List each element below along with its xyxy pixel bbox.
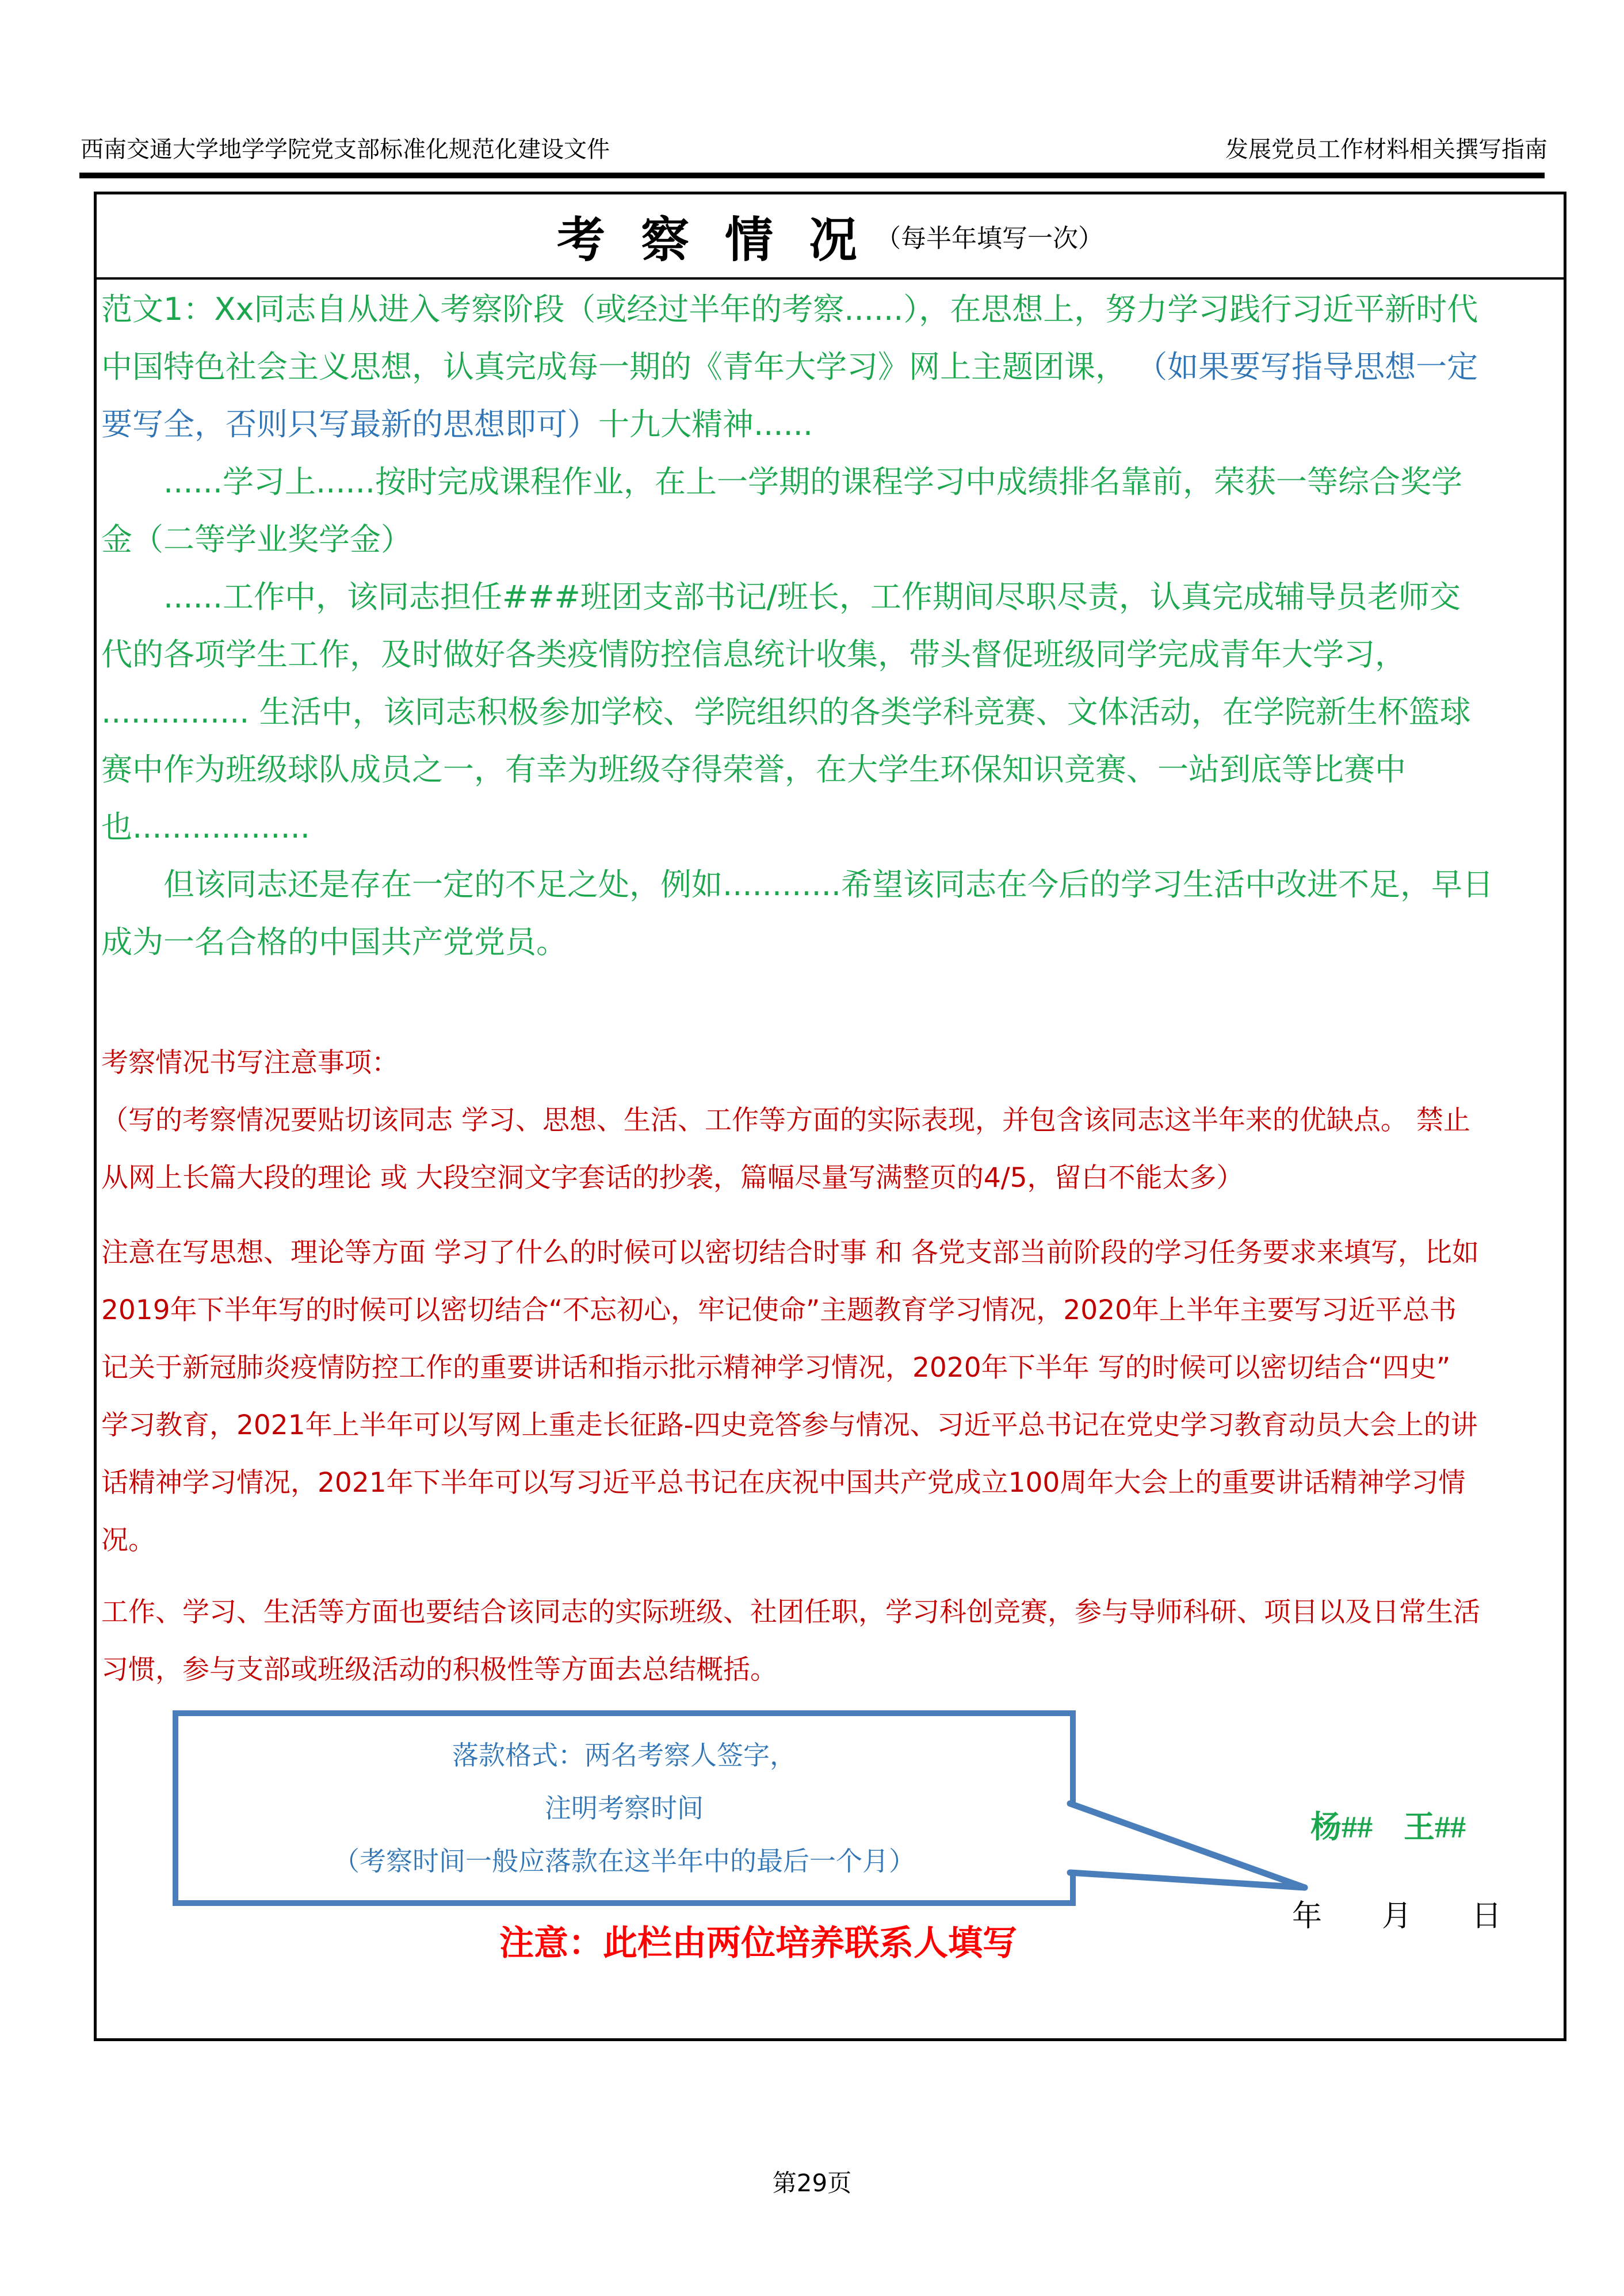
notes-block-2 (101, 1224, 1560, 1569)
text-line: 注意在写思想、理论等方面 学习了什么的时候可以密切结合时事 和 各党支部当前阶段的学习任务要求来填写，比如 (101, 1237, 1479, 1269)
text-segment: ......学习上......按时完成课程作业，在上一学期的课程学习中成绩排名靠前，荣获一等综合奖学 (101, 464, 1462, 500)
text-line (101, 626, 1560, 683)
text-line (101, 799, 1560, 856)
form-title-note: （每半年填写一次） (876, 224, 1103, 253)
text-segment: ............... 生活中，该同志积极参加学校、学院组织的各类学科竞赛、文体活动，在学院新生杯篮球 (101, 694, 1471, 730)
text-line (101, 914, 1560, 971)
text-line: 从网上长篇大段的理论 或 大段空洞文字套话的抄袭，篇幅尽量写满整页的4/5，留白不能太多） (101, 1162, 1244, 1194)
header-left-text: 西南交通大学地学学院党支部标准化规范化建设文件 (81, 136, 610, 162)
text-line (101, 683, 1560, 741)
inspection-form-box (94, 192, 1566, 2041)
text-line (101, 453, 1560, 511)
text-line (101, 856, 1560, 914)
text-line (101, 396, 1560, 453)
header-rule (79, 173, 1545, 178)
text-line (101, 568, 1560, 626)
text-line: （考察时间一般应落款在这半年中的最后一个月） (333, 1846, 915, 1877)
text-line: 习惯，参与支部或班级活动的积极性等方面去总结概括。 (101, 1654, 777, 1686)
text-segment: 代的各项学生工作，及时做好各类疫情防控信息统计收集，带头督促班级同学完成青年大学习， (101, 636, 1406, 673)
text-line: 工作、学习、生活等方面也要结合该同志的实际班级、社团任职，学习科创竞赛，参与导师科研、项目以及日常生活 (101, 1596, 1480, 1628)
text-segment: 范文1：Xx同志自从进入考察阶段（或经过半年的考察......），在思想上，努力学习践行习近平新时代 (101, 291, 1478, 327)
page-header (81, 131, 1547, 164)
text-line (101, 281, 1560, 338)
text-segment: 但该同志还是存在一定的不足之处，例如............希望该同志在今后的学习生活中改进不足，早日 (101, 866, 1493, 903)
text-line: （写的考察情况要贴切该同志 学习、思想、生活、工作等方面的实际表现，并包含该同志这半年来的优缺点。 禁止 (101, 1105, 1470, 1136)
signature-date-line: 年 月 日 (1292, 1900, 1502, 1933)
text-line: 话精神学习情况，2021年下半年可以写习近平总书记在庆祝中国共产党成立100周年大会上的重要讲话精神学习情 (101, 1467, 1466, 1499)
signature-names: 杨## 王## (1310, 1810, 1466, 1844)
text-line (101, 741, 1560, 799)
text-line (101, 511, 1560, 568)
text-line: 学习教育，2021年上半年可以写网上重走长征路-四史竞答参与情况、习近平总书记在党史学习教育动员大会上的讲 (101, 1409, 1478, 1441)
notes-block-3 (101, 1584, 1560, 1699)
form-title-row (97, 194, 1564, 280)
text-line: 2019年下半年写的时候可以密切结合“不忘初心，牢记使命”主题教育学习情况，2020年上半年主要写习近平总书 (101, 1294, 1457, 1326)
text-line: 记关于新冠肺炎疫情防控工作的重要讲话和指示批示精神学习情况，2020年下半年 写的时候可以密切结合“四史” (101, 1352, 1451, 1384)
fill-note: 注意：此栏由两位培养联系人填写 (499, 1924, 1017, 1962)
text-segment: 中国特色社会主义思想，认真完成每一期的《青年大学习》网上主题团课， (101, 349, 1137, 385)
form-title: 考察情况 (556, 213, 893, 268)
sample-text-block (101, 281, 1560, 971)
text-segment: 成为一名合格的中国共产党党员。 (101, 924, 567, 960)
text-line: 考察情况书写注意事项： (101, 1047, 399, 1079)
signature-format-callout (173, 1710, 1076, 1906)
text-line: 落款格式：两名考察人签字， (452, 1740, 796, 1771)
text-segment: 要写全，否则只写最新的思想即可） (101, 406, 598, 442)
text-segment: （如果要写指导思想一定 (1136, 349, 1478, 385)
header-right-text: 发展党员工作材料相关撰写指南 (1225, 136, 1547, 162)
page-number: 第29页 (772, 2169, 852, 2197)
text-line: 注明考察时间 (545, 1793, 704, 1824)
notes-block-1 (101, 1034, 1560, 1207)
text-line (101, 338, 1560, 396)
text-segment: ......工作中，该同志担任###班团支部书记/班长，工作期间尽职尽责，认真完成辅导员老师交 (101, 579, 1461, 615)
text-segment: 赛中作为班级球队成员之一，有幸为班级夺得荣誉，在大学生环保知识竞赛、一站到底等比赛中 (101, 751, 1406, 788)
text-segment: 金（二等学业奖学金） (101, 521, 412, 557)
callout-tail (1063, 1791, 1316, 1906)
text-segment: 十九大精神...... (598, 406, 813, 442)
text-line: 况。 (101, 1525, 155, 1556)
text-segment: 也.................. (101, 809, 310, 845)
